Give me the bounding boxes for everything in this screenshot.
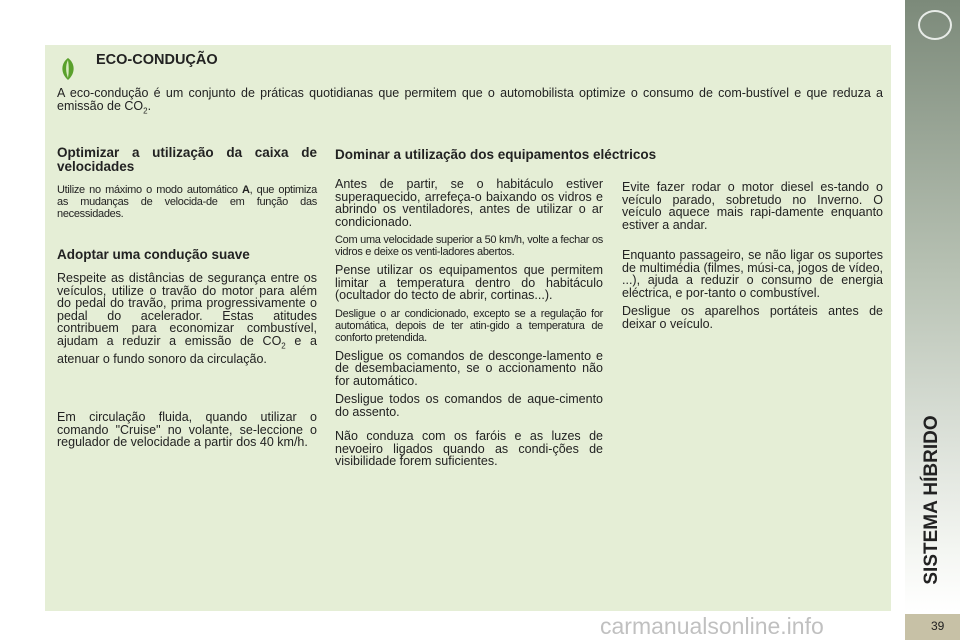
gearbox-text: Utilize no máximo o modo automático A, que optimiza as mudanças de velocida-de em função das necessidades. (57, 184, 317, 220)
paragraph: Enquanto passageiro, se não ligar os suportes de multimédia (filmes, músi-ca, jogos de vídeo, ...), ajuda a reduzir o consumo de energia eléctrica, e por-tanto o combustível. (622, 248, 883, 300)
section-title: ECO-CONDUÇÃO (96, 52, 218, 68)
paragraph: Pense utilizar os equipamentos que permitem limitar a temperatura dentro do habitáculo (ocultador do tecto de abrir, cortinas...). (335, 263, 603, 302)
paragraph: Desligue os comandos de desconge-lamento e de desembaciamento, se o accionamento não for automático. (335, 348, 603, 388)
paragraph: Antes de partir, se o habitáculo estiver superaquecido, arrefeça-o baixando os vidros e abrindo os ventiladores, antes de utilizar o ar condicionado. (335, 177, 603, 229)
heading-electrical: Dominar a utilização dos equipamentos eléctricos (335, 147, 657, 162)
right-column (622, 181, 883, 336)
leaf-icon (58, 57, 78, 81)
paragraph: Não conduza com os faróis e as luzes de nevoeiro ligados quando as condi-ções de visibilidade forem suficientes. (335, 429, 603, 468)
heading-smooth-driving: Adoptar uma condução suave (57, 247, 250, 262)
paragraph: Evite fazer rodar o motor diesel es-tando o veículo parado, sobretudo no Inverno. O veículo aquece mais rapi-damente enquanto estiver a andar. (622, 180, 883, 232)
smooth-driving-text: Respeite as distâncias de segurança entre os veículos, utilize o travão do motor para além do pedal do travão, prima progressivamente o pedal do acelerador. Estas atitudes contribuem para economizar combustível, ajudam a reduzir a emissão de $CO_2$ e a atenuar o fundo sonoro da circulação. (57, 271, 317, 366)
paragraph: Com uma velocidade superior a 50 km/h, volte a fechar os vidros e deixe os venti-ladores abertos. (335, 234, 603, 258)
cruise-text: Em circulação fluida, quando utilizar o comando "Cruise" no volante, se-leccione o regulador de velocidade a partir dos 40 km/h. (57, 410, 317, 449)
left-column (57, 146, 317, 455)
paragraph: Desligue os aparelhos portáteis antes de deixar o veículo. (622, 304, 883, 331)
intro-text: A eco-condução é um conjunto de práticas quotidianas que permitem que o automobilista optimize o consumo de com-bustível e que reduza a emissão de $CO_2$. (57, 86, 883, 116)
heading-gearbox: Optimizar a utilização da caixa de velocidades (57, 145, 317, 174)
paragraph: Desligue o ar condicionado, excepto se a regulação for automática, depois de ter atin-gido a temperatura de conforto pretendida. (335, 307, 603, 344)
ring-icon (918, 10, 952, 40)
middle-column (335, 147, 657, 474)
paragraph: Desligue todos os comandos de aque-cimento do assento. (335, 392, 603, 419)
sidebar-section-title: SISTEMA HÍBRIDO (921, 415, 942, 585)
watermark: carmanualsonline.info (600, 613, 824, 639)
page-number: 39 (905, 614, 960, 640)
